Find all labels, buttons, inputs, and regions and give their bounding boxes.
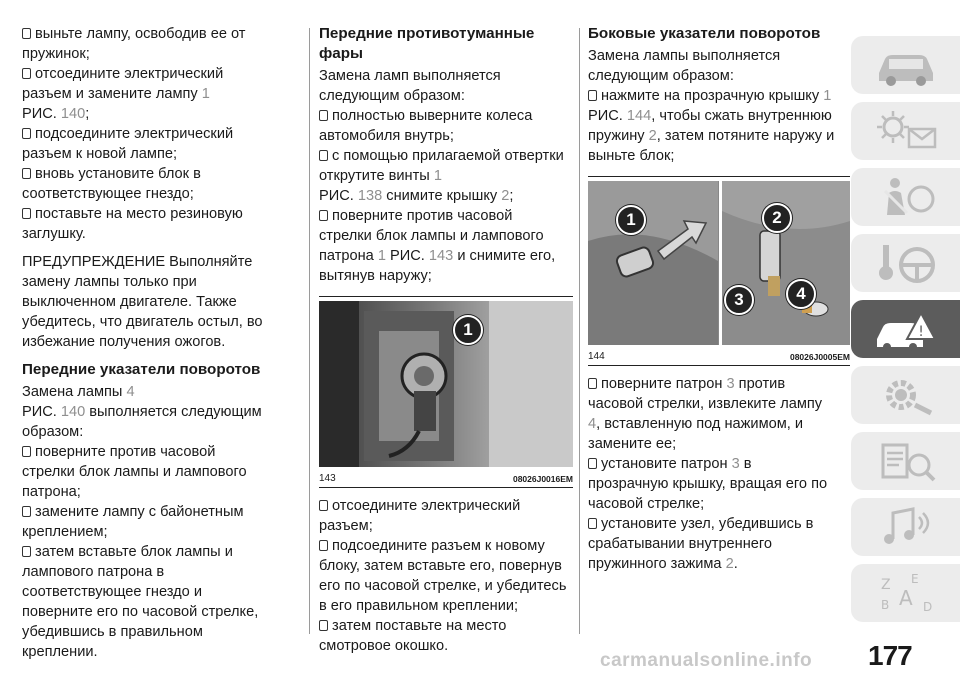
figure-code: 08026J0016EM <box>512 474 573 484</box>
text-line: разъем и замените лампу 1 <box>22 86 210 102</box>
watermark: carmanualsonline.info <box>600 650 813 671</box>
section-heading: Боковые указатели поворотов <box>588 25 821 42</box>
checkbox-bullet-icon <box>319 500 328 511</box>
figure-photo <box>588 181 850 345</box>
reference-number: 3 <box>726 376 735 392</box>
text-line: нажмите на прозрачную крышку 1 <box>588 86 850 106</box>
text-line: креплении. <box>22 644 98 660</box>
callout-badge: 2 <box>762 203 792 233</box>
checkbox-bullet-icon <box>319 210 328 221</box>
seatbelt-airbag-icon <box>871 173 941 221</box>
warning-line: выключенном двигателе. Также <box>22 294 237 310</box>
text-line: пружинок; <box>22 46 90 62</box>
checkbox-bullet-icon <box>22 168 31 179</box>
text-line: часовой стрелки, извлеките лампу <box>588 396 823 412</box>
svg-text:!: ! <box>917 324 924 340</box>
text-line: стрелки блок лампы и лампового <box>319 228 544 244</box>
reference-number: 4 <box>588 416 597 432</box>
text-line: разъем; <box>319 518 373 534</box>
column-2 <box>319 24 573 656</box>
checkbox-bullet-icon <box>22 208 31 219</box>
svg-text:D: D <box>922 600 932 614</box>
text-line: следующим образом: <box>588 68 734 84</box>
text-line: с помощью прилагаемой отвертки <box>319 146 573 166</box>
callout-badge: 1 <box>453 315 483 345</box>
checkbox-bullet-icon <box>22 546 31 557</box>
text-line: Замена лампы выполняется <box>588 48 781 64</box>
reference-number: 2 <box>725 556 734 572</box>
figure-number: 144 <box>588 351 605 362</box>
figure-144 <box>588 176 850 366</box>
text-line: подсоедините разъем к новому <box>319 536 573 556</box>
technical-data-icon <box>871 437 941 485</box>
column-divider <box>309 28 310 634</box>
reference-number: 3 <box>731 456 740 472</box>
checkbox-bullet-icon <box>588 90 597 101</box>
text-line: лампового патрона в <box>22 564 165 580</box>
checkbox-bullet-icon <box>22 128 31 139</box>
chapter-tab-warning-lights[interactable] <box>851 102 960 160</box>
checkbox-bullet-icon <box>22 68 31 79</box>
figure-reference: 144 <box>626 108 652 124</box>
text-line: автомобиля внутрь; <box>319 128 454 144</box>
text-line: РИС. 144, чтобы сжать внутреннюю <box>588 108 832 124</box>
gear-maintenance-icon <box>871 371 941 419</box>
text-line: Замена лампы 4 <box>22 384 135 400</box>
chapter-tab-car[interactable] <box>851 36 960 94</box>
chapter-tab-technical-data[interactable] <box>851 432 960 490</box>
warning-lights-icon <box>871 107 941 155</box>
text-line: выньте блок; <box>588 148 675 164</box>
text-line: его по часовой стрелке, и убедитесь <box>319 578 567 594</box>
checkbox-bullet-icon <box>319 110 328 121</box>
text-line: замените лампу с байонетным <box>22 502 292 522</box>
chapter-tab-maintenance[interactable] <box>851 366 960 424</box>
figure-photo <box>319 301 573 467</box>
text-line: блоку, затем вставьте его, повернув <box>319 558 562 574</box>
checkbox-bullet-icon <box>319 540 328 551</box>
warning-line: убедитесь, что двигатель остыл, во <box>22 314 263 330</box>
text-line: прозрачную крышку, вращая его по <box>588 476 828 492</box>
warning-line: ПРЕДУПРЕЖДЕНИЕ Выполняйте <box>22 254 253 270</box>
index-icon <box>871 569 941 617</box>
key-steering-wheel-icon <box>871 239 941 287</box>
text-line: разъем к новой лампе; <box>22 146 178 162</box>
text-line: установите узел, убедившись в <box>588 514 850 534</box>
text-line: пружинного зажима 2. <box>588 556 738 572</box>
text-line: 4, вставленную под нажимом, и <box>588 416 804 432</box>
text-line: поверните против часовой <box>319 206 573 226</box>
text-line: срабатывании внутреннего <box>588 536 773 552</box>
text-line: вновь установите блок в <box>22 164 292 184</box>
reference-number: 1 <box>201 86 210 102</box>
text-line: смотровое окошко. <box>319 638 449 654</box>
text-line: вытянув наружу; <box>319 268 432 284</box>
text-line: стрелки блок лампы и лампового <box>22 464 247 480</box>
callout-badge: 3 <box>724 285 754 315</box>
svg-text:A: A <box>898 586 913 610</box>
text-line: поставьте на место резиновую <box>22 204 292 224</box>
chapter-tab-safety[interactable] <box>851 168 960 226</box>
text-line: отсоедините электрический <box>319 496 573 516</box>
text-line: соответствующее гнездо; <box>22 186 194 202</box>
chapter-tab-emergency[interactable] <box>851 300 960 358</box>
checkbox-bullet-icon <box>22 28 31 39</box>
text-line: поверните патрон 3 против <box>588 374 850 394</box>
checkbox-bullet-icon <box>319 620 328 631</box>
reference-number: 2 <box>501 188 510 204</box>
callout-badge: 4 <box>786 279 816 309</box>
figure-reference: 138 <box>357 188 383 204</box>
section-heading: Передние указатели поворотов <box>22 361 261 378</box>
text-line: поверните против часовой <box>22 442 292 462</box>
warning-line: замену лампы только при <box>22 274 197 290</box>
text-line: патрона; <box>22 484 81 500</box>
text-line: заглушку. <box>22 226 86 242</box>
text-line: открутите винты 1 <box>319 168 442 184</box>
text-line: убедившись в правильном <box>22 624 203 640</box>
text-line: затем вставьте блок лампы и <box>22 542 292 562</box>
text-line: замените ее; <box>588 436 677 452</box>
text-line: РИС. 140 выполняется следующим <box>22 404 262 420</box>
text-line: соответствующее гнездо и <box>22 584 202 600</box>
chapter-tab-driving[interactable] <box>851 234 960 292</box>
text-line: РИС. 138 снимите крышку 2; <box>319 188 514 204</box>
column-1 <box>22 24 292 662</box>
svg-text:Z: Z <box>880 577 891 593</box>
chapter-sidebar <box>851 36 960 630</box>
svg-text:E: E <box>910 572 919 586</box>
section-heading: Передние противотуманные <box>319 25 535 42</box>
car-icon <box>871 41 941 89</box>
reference-number: 1 <box>377 248 386 264</box>
text-line: патрона 1 РИС. 143 и снимите его, <box>319 248 556 264</box>
text-line: затем поставьте на место <box>319 616 573 636</box>
checkbox-bullet-icon <box>588 458 597 469</box>
column-divider <box>579 28 580 634</box>
checkbox-bullet-icon <box>319 150 328 161</box>
section-heading: фары <box>319 45 363 62</box>
figure-code: 08026J0005EM <box>789 352 850 362</box>
text-line: в его правильном креплении; <box>319 598 519 614</box>
figure-143 <box>319 296 573 488</box>
figure-reference: 140 <box>60 106 86 122</box>
text-line: образом: <box>22 424 84 440</box>
text-line: пружину 2, затем потяните наружу и <box>588 128 835 144</box>
figure-reference: 143 <box>428 248 454 264</box>
text-line: РИС. 140; <box>22 106 90 122</box>
checkbox-bullet-icon <box>588 518 597 529</box>
text-line: часовой стрелке; <box>588 496 705 512</box>
fog-lamp-photo <box>319 301 573 467</box>
warning-line: избежание получения ожогов. <box>22 334 226 350</box>
figure-reference: 140 <box>60 404 86 420</box>
reference-number: 4 <box>126 384 135 400</box>
breakdown-car-icon <box>871 305 941 353</box>
checkbox-bullet-icon <box>588 378 597 389</box>
text-line: установите патрон 3 в <box>588 454 850 474</box>
checkbox-bullet-icon <box>22 506 31 517</box>
text-line: поверните его по часовой стрелке, <box>22 604 259 620</box>
figure-number: 143 <box>319 473 336 484</box>
text-line: полностью выверните колеса <box>319 106 573 126</box>
text-line: Замена ламп выполняется <box>319 68 501 84</box>
column-3 <box>588 24 850 574</box>
text-line: отсоедините электрический <box>22 64 292 84</box>
chapter-tab-index[interactable] <box>851 564 960 622</box>
page-number: 177 <box>868 640 912 671</box>
text-line: подсоедините электрический <box>22 124 292 144</box>
multimedia-icon <box>871 503 941 551</box>
reference-number: 1 <box>823 88 832 104</box>
chapter-tab-multimedia[interactable] <box>851 498 960 556</box>
text-line: креплением; <box>22 524 108 540</box>
callout-badge: 1 <box>616 205 646 235</box>
text-line: выньте лампу, освободив ее от <box>22 24 292 44</box>
svg-text:B: B <box>880 598 889 612</box>
reference-number: 2 <box>648 128 657 144</box>
text-line: следующим образом: <box>319 88 465 104</box>
reference-number: 1 <box>433 168 442 184</box>
checkbox-bullet-icon <box>22 446 31 457</box>
